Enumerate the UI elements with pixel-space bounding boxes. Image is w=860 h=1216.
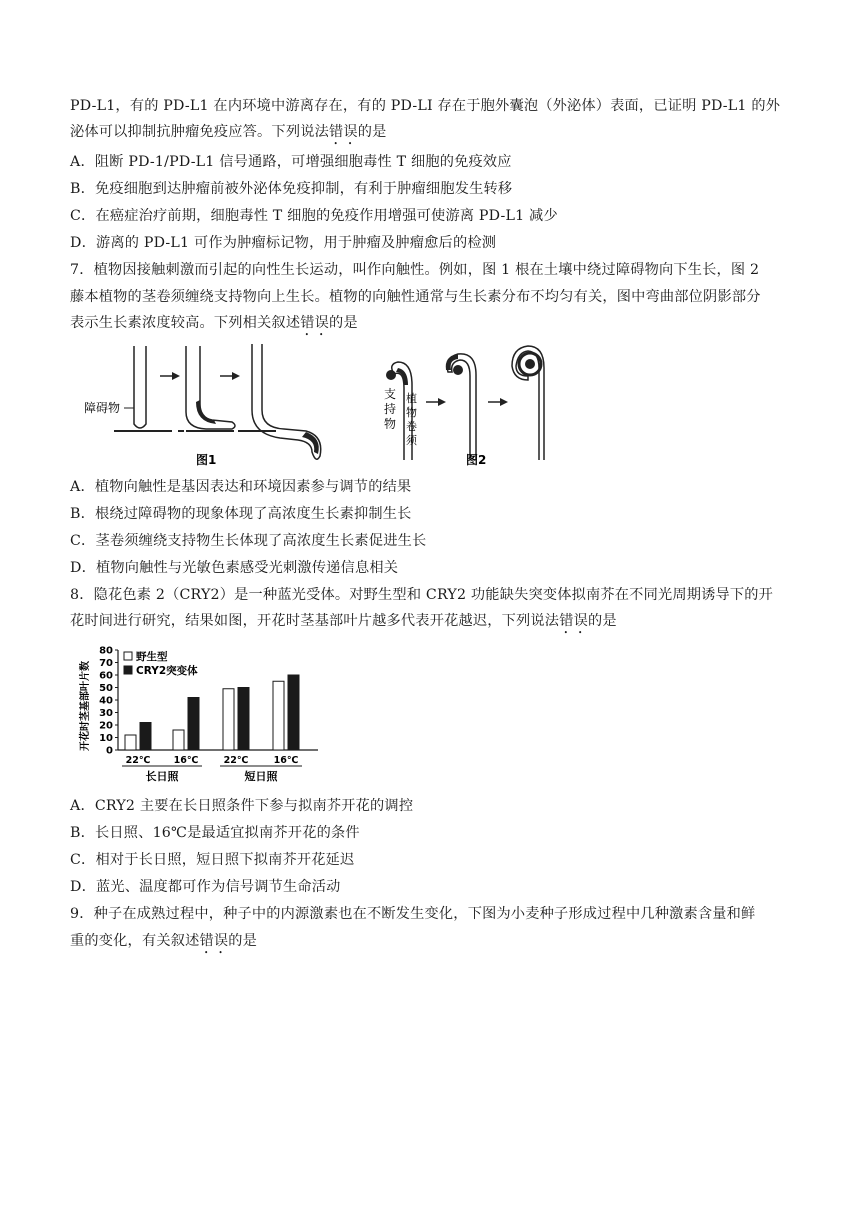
q8-stem-line1: 8．隐花色素 2（CRY2）是一种蓝光受体。对野生型和 CRY2 功能缺失突变体拟南芥在不同光周期诱导下的开 (70, 587, 774, 603)
q7-option-c: C．茎卷须缠绕支持物生长体现了高浓度生长素促进生长 (70, 533, 427, 549)
support-label-char-2: 持 (384, 402, 397, 416)
q7-option-d: D．植物向触性与光敏色素感受光刺激传递信息相关 (70, 560, 399, 576)
q6-option-c: C．在癌症治疗前期，细胞毒性 T 细胞的免疫作用增强可使游离 PD-L1 减少 (70, 208, 558, 224)
q8-stem-end: 的是 (587, 613, 617, 629)
q6-stem-text: 泌体可以抑制抗肿瘤免疫应答。下列说法 (70, 124, 329, 140)
support-label-char-3: 物 (384, 417, 397, 431)
bar-mutant (188, 698, 199, 751)
tendril-label-char-1: 植 (406, 392, 417, 405)
support-rod-3 (525, 359, 535, 369)
bar-mutant (288, 675, 299, 750)
chart-ylabel: 开花时茎基部叶片数 (80, 661, 91, 751)
q7-option-a: A．植物向触性是基因表达和环境因素参与调节的结果 (70, 479, 412, 495)
q9-emphasis: 错误 (199, 933, 229, 949)
y-tick-label: 50 (99, 683, 113, 694)
root-stage-2-shade (196, 400, 216, 424)
tendril-label-char-3: 卷 (406, 420, 417, 433)
q8-stem-line2 (70, 611, 792, 637)
q7-stem-end: 的是 (328, 315, 358, 331)
y-tick-label: 30 (99, 708, 113, 719)
q6-option-d: D．游离的 PD-L1 可作为肿瘤标记物，用于肿瘤及肿瘤愈后的检测 (70, 235, 497, 251)
bar-mutant (238, 688, 249, 751)
y-tick-label: 20 (99, 720, 113, 732)
q9-stem-line2 (70, 931, 792, 957)
y-tick-label: 70 (99, 658, 113, 669)
x-category-label: 16℃ (173, 755, 199, 766)
q8-option-d: D．蓝光、温度都可作为信号调节生命活动 (70, 879, 341, 895)
bar-wildtype (173, 730, 184, 750)
arrow-3-head (438, 398, 446, 406)
root-stage-3-shade (302, 432, 319, 454)
tendril-label-char-4: 须 (406, 434, 417, 447)
y-tick-label: 80 (99, 645, 113, 657)
q6-emphasis: 错误 (328, 124, 358, 140)
q7-emphasis: 错误 (300, 315, 329, 331)
figure-1-caption: 图1 (196, 453, 217, 467)
support-rod-2 (453, 365, 463, 375)
bar-wildtype (223, 689, 234, 750)
y-tick-label: 60 (99, 670, 113, 682)
tendril-label-char-2: 物 (406, 406, 417, 419)
q6-option-a: A．阻断 PD-1/PD-L1 信号通路，可增强细胞毒性 T 细胞的免疫效应 (70, 154, 512, 170)
support-label-char-1: 支 (384, 387, 397, 401)
q7-stem-line1: 7．植物因接触刺激而引起的向性生长运动，叫作向触性。例如，图 1 根在土壤中绕过障碍物向下生长，图 2 (70, 262, 760, 278)
arrow-1-head (172, 372, 180, 380)
q8-option-b: B．长日照、16℃是最适宜拟南芥开花的条件 (70, 825, 360, 841)
root-stage-2 (186, 346, 235, 429)
q6-stem-line1: PD-L1，有的 PD-L1 在内环境中游离存在，有的 PD-LI 存在于胞外囊泡（外泌体）表面，已证明 PD-L1 的外 (70, 98, 781, 114)
figure-2-caption: 图2 (466, 453, 487, 467)
bar-wildtype (125, 735, 136, 750)
obstacle-label: 障碍物 (84, 401, 121, 415)
q8-option-a: A．CRY2 主要在长日照条件下参与拟南芥开花的调控 (70, 798, 414, 814)
y-tick-label: 10 (99, 733, 113, 744)
q8-emphasis: 错误 (559, 613, 588, 629)
y-tick-label: 40 (99, 695, 113, 707)
x-category-label: 22℃ (125, 755, 151, 766)
group-label: 长日照 (145, 770, 179, 783)
q6-stem-line2 (70, 122, 792, 148)
legend-swatch (124, 652, 132, 660)
tropism-figure (66, 340, 566, 470)
support-label (384, 386, 396, 431)
arrow-2-head (232, 372, 240, 380)
x-category-label: 16℃ (273, 755, 299, 766)
legend-label: 野生型 (136, 651, 168, 663)
group-label: 短日照 (244, 770, 278, 783)
support-rod-1 (386, 370, 396, 380)
q7-stem-line2: 藤本植物的茎卷须缠绕支持物向上生长。植物的向触性通常与生长素分布不均匀有关，图中弯曲部位阴影部分 (70, 289, 761, 305)
x-category-label: 22℃ (223, 755, 249, 766)
flowering-bar-chart (74, 644, 354, 784)
y-tick-label: 0 (106, 745, 113, 757)
q9-stem-line1: 9．种子在成熟过程中，种子中的内源激素也在不断发生变化，下图为小麦种子形成过程中几种激素含量和鲜 (70, 906, 756, 922)
legend-label: CRY2突变体 (136, 665, 198, 677)
q7-stem-text: 表示生长素浓度较高。下列相关叙述 (70, 315, 301, 331)
q8-stem-text: 花时间进行研究，结果如图，开花时茎基部叶片越多代表开花越迟，下列说法 (70, 613, 560, 629)
root-stage-3 (252, 344, 321, 459)
legend-swatch (124, 666, 132, 674)
q9-stem-end: 的是 (228, 933, 258, 949)
q8-option-c: C．相对于长日照，短日照下拟南芥开花延迟 (70, 852, 355, 868)
bar-mutant (140, 723, 151, 751)
arrow-4-head (500, 398, 508, 406)
bar-wildtype (273, 681, 284, 750)
q9-stem-text: 重的变化，有关叙述 (70, 933, 200, 949)
q7-option-b: B．根绕过障碍物的现象体现了高浓度生长素抑制生长 (70, 506, 412, 522)
q7-stem-line3 (70, 313, 792, 339)
q6-stem-end: 的是 (357, 124, 387, 140)
q6-option-b: B．免疫细胞到达肿瘤前被外泌体免疫抑制，有利于肿瘤细胞发生转移 (70, 181, 513, 197)
root-stage-1 (134, 346, 146, 428)
